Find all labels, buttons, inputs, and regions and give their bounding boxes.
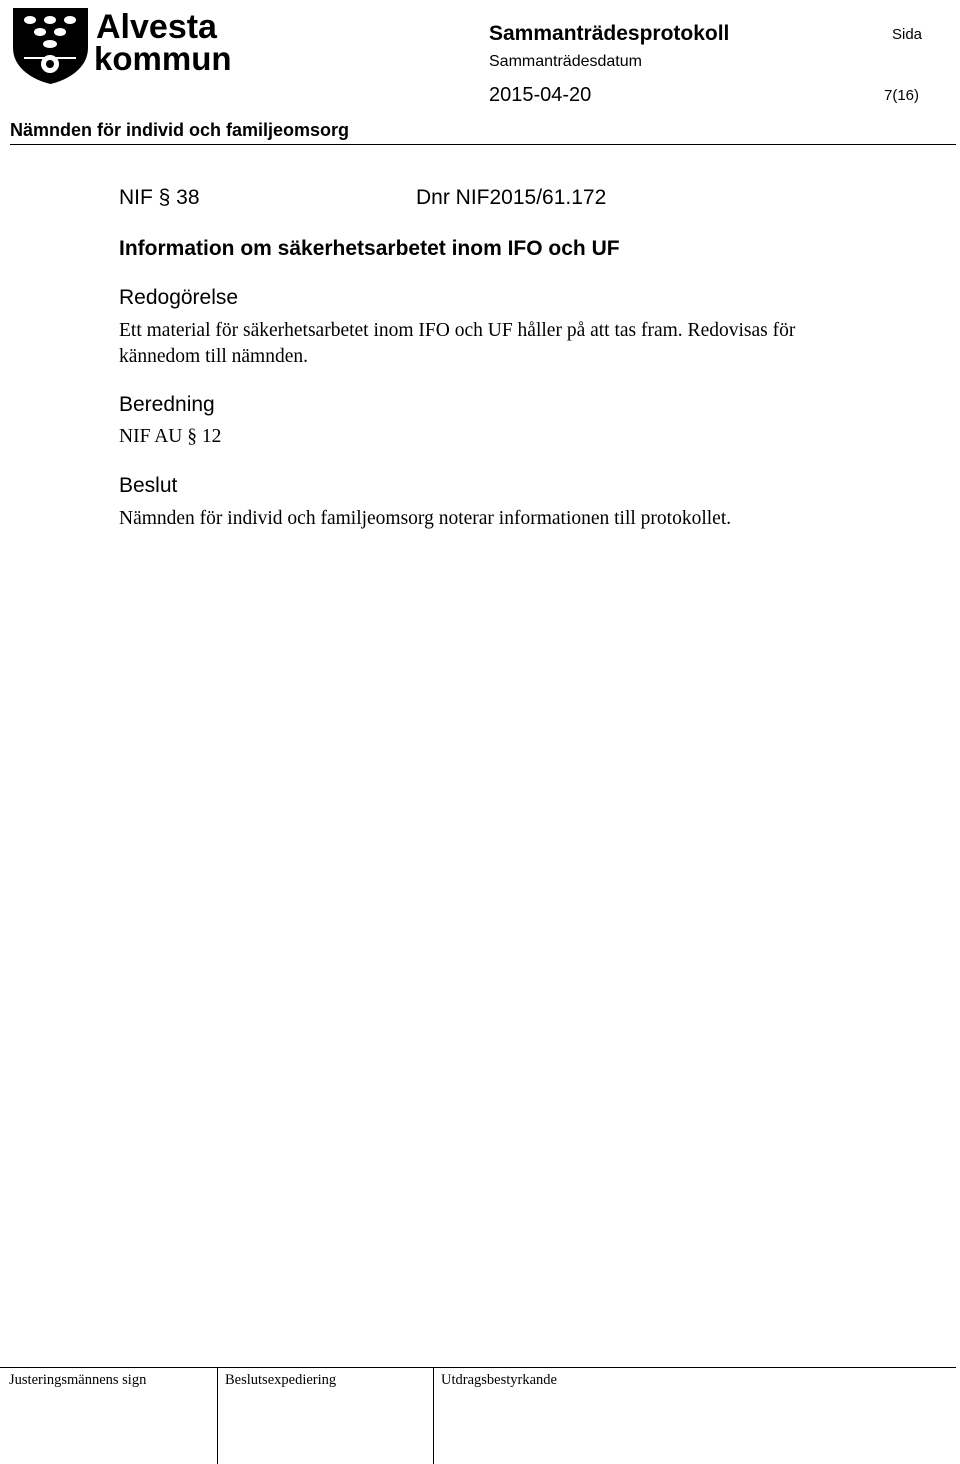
footer-divider (0, 1367, 956, 1368)
footer-signature-label: Justeringsmännens sign (9, 1372, 147, 1388)
case-line (119, 186, 607, 210)
heading-beredning: Beredning (119, 393, 215, 416)
text-redogorelse: Ett material för säkerhetsarbetet inom IFO och UF håller på att tas fram. Redovisas för kännedom till nämnden. (119, 320, 796, 367)
header-divider (10, 144, 956, 145)
logo-wordmark-alvesta: Alvesta (96, 8, 217, 46)
heading-beslut: Beslut (119, 474, 178, 497)
footer-dispatch-label: Beslutsexpediering (225, 1372, 337, 1388)
board-name: Nämnden för individ och familjeomsorg (10, 120, 350, 140)
municipality-logo (10, 6, 242, 86)
item-title: Information om säkerhetsarbetet inom IFO och UF (119, 237, 620, 260)
heading-redogorelse: Redogörelse (119, 286, 239, 309)
case-number: Dnr NIF2015/61.172 (416, 186, 607, 209)
text-beredning: NIF AU § 12 (119, 426, 222, 447)
coat-of-arms-icon (13, 8, 88, 84)
footer-column-divider (217, 1367, 218, 1464)
text-beslut: Nämnden för individ och familjeomsorg noterar informationen till protokollet. (119, 508, 732, 529)
logo-wordmark-kommun: kommun (94, 40, 232, 77)
footer-certification-label: Utdragsbestyrkande (441, 1372, 557, 1388)
section-reference: NIF § 38 (119, 186, 200, 209)
footer-column-divider (433, 1367, 434, 1464)
meeting-date: 2015-04-20 (489, 84, 592, 106)
document-type: Sammanträdesprotokoll (489, 22, 730, 45)
page-number: 7(16) (884, 87, 920, 104)
meeting-date-label: Sammanträdesdatum (489, 53, 642, 70)
page-label: Sida (892, 26, 923, 43)
